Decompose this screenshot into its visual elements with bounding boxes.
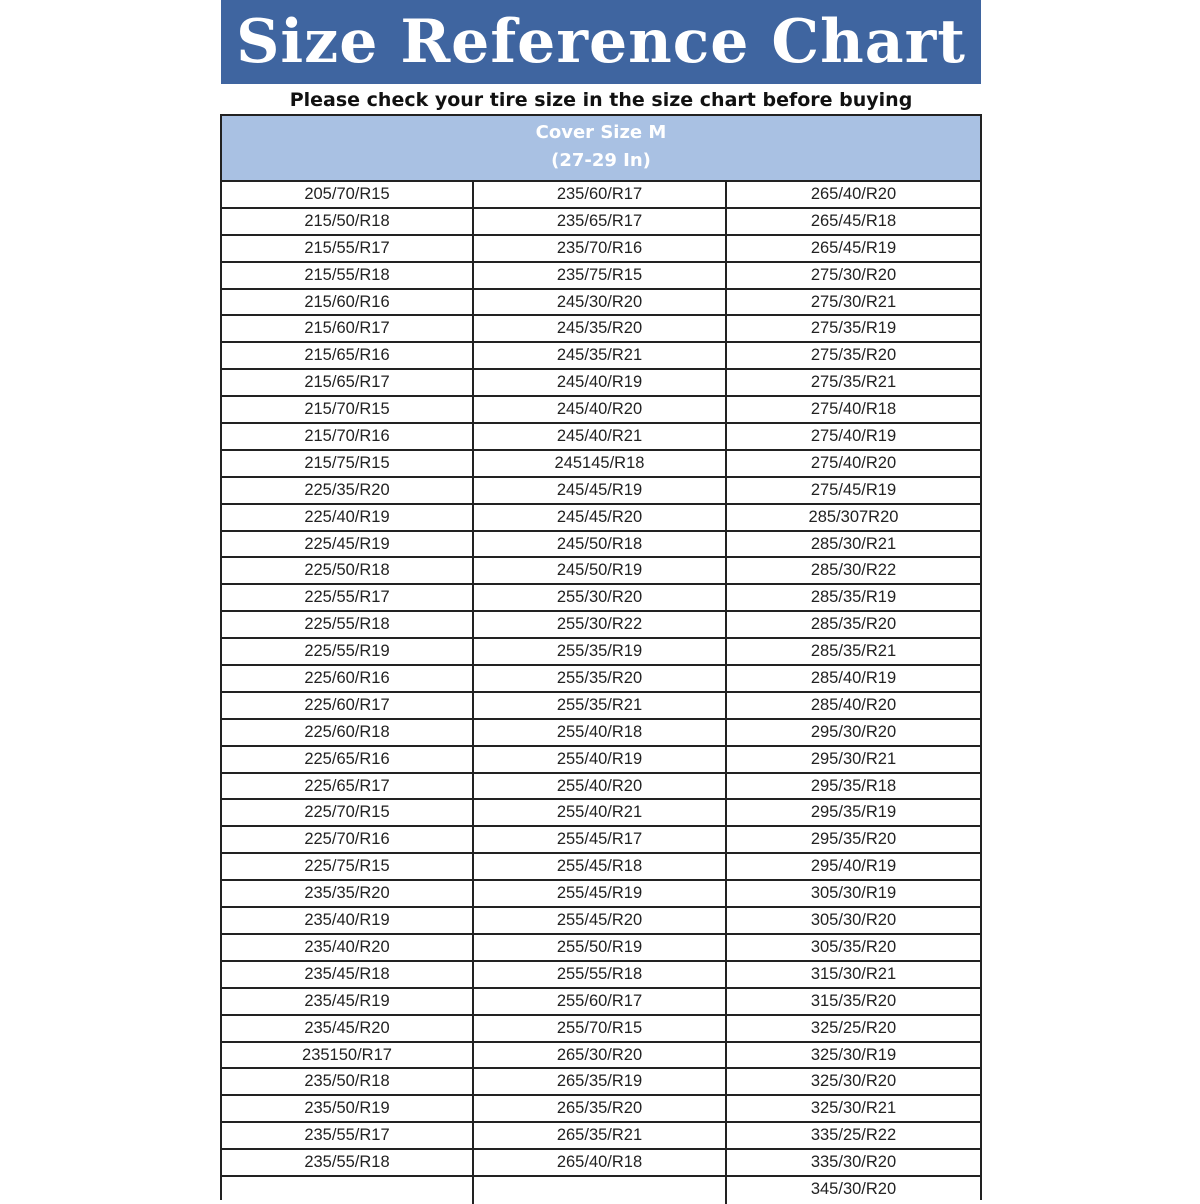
tire-size-cell: 335/30/R20 <box>727 1150 980 1177</box>
tire-size-cell: 225/60/R16 <box>222 666 474 693</box>
tire-size-cell: 265/40/R18 <box>474 1150 727 1177</box>
tire-size-cell: 285/30/R21 <box>727 532 980 559</box>
subtitle-note: Please check your tire size in the size chart before buying <box>289 89 913 111</box>
tire-size-cell: 245/45/R20 <box>474 505 727 532</box>
cover-size-title: Cover Size M <box>535 122 667 143</box>
tire-size-cell: 235/35/R20 <box>222 881 474 908</box>
size-grid <box>222 182 980 1204</box>
tire-size-cell: 285/307R20 <box>727 505 980 532</box>
tire-size-cell: 235/50/R19 <box>222 1096 474 1123</box>
tire-size-cell: 215/75/R15 <box>222 451 474 478</box>
tire-size-cell: 285/40/R19 <box>727 666 980 693</box>
tire-size-cell: 225/75/R15 <box>222 854 474 881</box>
tire-size-cell: 225/70/R16 <box>222 827 474 854</box>
tire-size-cell: 215/70/R15 <box>222 397 474 424</box>
size-chart-table <box>220 114 982 1200</box>
tire-size-cell: 265/40/R20 <box>727 182 980 209</box>
cover-size-range: (27-29 In) <box>551 150 651 171</box>
tire-size-cell: 285/35/R21 <box>727 639 980 666</box>
tire-size-cell: 315/30/R21 <box>727 962 980 989</box>
tire-size-cell: 275/30/R20 <box>727 263 980 290</box>
tire-size-cell: 235/40/R20 <box>222 935 474 962</box>
tire-size-cell: 225/40/R19 <box>222 505 474 532</box>
tire-size-cell: 295/40/R19 <box>727 854 980 881</box>
tire-size-cell: 255/40/R19 <box>474 747 727 774</box>
tire-size-cell: 265/35/R19 <box>474 1069 727 1096</box>
tire-size-cell: 225/60/R17 <box>222 693 474 720</box>
tire-size-cell: 265/45/R18 <box>727 209 980 236</box>
tire-size-cell: 255/55/R18 <box>474 962 727 989</box>
tire-size-cell: 235/60/R17 <box>474 182 727 209</box>
tire-size-cell: 305/35/R20 <box>727 935 980 962</box>
tire-size-cell: 245/35/R20 <box>474 316 727 343</box>
tire-size-cell: 275/30/R21 <box>727 290 980 317</box>
tire-size-cell: 225/35/R20 <box>222 478 474 505</box>
tire-size-cell: 235/70/R16 <box>474 236 727 263</box>
tire-size-cell: 215/60/R16 <box>222 290 474 317</box>
tire-size-cell: 255/45/R19 <box>474 881 727 908</box>
tire-size-cell: 225/45/R19 <box>222 532 474 559</box>
tire-size-cell: 245/50/R18 <box>474 532 727 559</box>
tire-size-cell: 235/45/R19 <box>222 989 474 1016</box>
tire-size-cell: 255/30/R22 <box>474 612 727 639</box>
tire-size-cell: 215/55/R18 <box>222 263 474 290</box>
tire-size-cell: 305/30/R20 <box>727 908 980 935</box>
tire-size-cell: 225/60/R18 <box>222 720 474 747</box>
tire-size-cell: 305/30/R19 <box>727 881 980 908</box>
tire-size-cell: 295/30/R21 <box>727 747 980 774</box>
tire-size-cell: 225/50/R18 <box>222 558 474 585</box>
tire-size-cell: 255/60/R17 <box>474 989 727 1016</box>
tire-size-cell: 245/45/R19 <box>474 478 727 505</box>
tire-size-cell: 255/30/R20 <box>474 585 727 612</box>
tire-size-cell: 215/55/R17 <box>222 236 474 263</box>
tire-size-cell: 275/40/R19 <box>727 424 980 451</box>
tire-size-cell: 225/55/R19 <box>222 639 474 666</box>
tire-size-cell: 235/55/R17 <box>222 1123 474 1150</box>
tire-size-cell: 325/25/R20 <box>727 1016 980 1043</box>
tire-size-cell: 225/55/R18 <box>222 612 474 639</box>
tire-size-cell: 275/35/R21 <box>727 370 980 397</box>
tire-size-cell: 225/65/R17 <box>222 774 474 801</box>
tire-size-cell: 255/35/R21 <box>474 693 727 720</box>
tire-size-cell: 255/40/R21 <box>474 800 727 827</box>
tire-size-cell: 245/30/R20 <box>474 290 727 317</box>
tire-size-cell: 325/30/R21 <box>727 1096 980 1123</box>
tire-size-cell: 255/50/R19 <box>474 935 727 962</box>
tire-size-cell: 225/70/R15 <box>222 800 474 827</box>
tire-size-cell: 245/40/R20 <box>474 397 727 424</box>
tire-size-cell: 295/35/R18 <box>727 774 980 801</box>
tire-size-cell: 225/55/R17 <box>222 585 474 612</box>
tire-size-cell: 245/50/R19 <box>474 558 727 585</box>
tire-size-cell: 275/35/R20 <box>727 343 980 370</box>
page-title: Size Reference Chart <box>236 7 966 77</box>
tire-size-cell: 285/40/R20 <box>727 693 980 720</box>
tire-size-cell: 255/35/R20 <box>474 666 727 693</box>
tire-size-cell: 345/30/R20 <box>810 1179 897 1198</box>
tire-size-cell: 275/35/R19 <box>727 316 980 343</box>
tire-size-cell: 245/40/R21 <box>474 424 727 451</box>
tire-size-cell: 255/45/R20 <box>474 908 727 935</box>
tire-size-cell: 255/40/R18 <box>474 720 727 747</box>
tire-size-cell: 235/40/R19 <box>222 908 474 935</box>
tire-size-cell: 235/45/R20 <box>222 1016 474 1043</box>
tire-size-cell: 235150/R17 <box>222 1043 474 1070</box>
cover-size-header <box>222 116 980 182</box>
tire-size-cell: 315/35/R20 <box>727 989 980 1016</box>
tire-size-cell: 265/35/R20 <box>474 1096 727 1123</box>
tire-size-cell: 275/40/R18 <box>727 397 980 424</box>
tire-size-cell: 245145/R18 <box>474 451 727 478</box>
tire-size-cell: 265/35/R21 <box>474 1123 727 1150</box>
tire-size-cell: 295/35/R19 <box>727 800 980 827</box>
tire-size-cell: 295/35/R20 <box>727 827 980 854</box>
tire-size-cell: 245/35/R21 <box>474 343 727 370</box>
tire-size-cell: 235/55/R18 <box>222 1150 474 1177</box>
tire-size-cell: 215/65/R16 <box>222 343 474 370</box>
tire-size-cell: 245/40/R19 <box>474 370 727 397</box>
tire-size-cell: 225/65/R16 <box>222 747 474 774</box>
tire-size-cell: 275/45/R19 <box>727 478 980 505</box>
tire-size-cell: 325/30/R20 <box>727 1069 980 1096</box>
tire-size-cell: 255/70/R15 <box>474 1016 727 1043</box>
tire-size-cell: 265/30/R20 <box>474 1043 727 1070</box>
tire-size-cell: 335/25/R22 <box>727 1123 980 1150</box>
tire-size-cell: 275/40/R20 <box>727 451 980 478</box>
tire-size-cell: 285/30/R22 <box>727 558 980 585</box>
tire-size-cell: 285/35/R19 <box>727 585 980 612</box>
tire-size-cell: 255/45/R17 <box>474 827 727 854</box>
tire-size-cell: 235/50/R18 <box>222 1069 474 1096</box>
tire-size-cell: 255/45/R18 <box>474 854 727 881</box>
tire-size-cell: 215/65/R17 <box>222 370 474 397</box>
tire-size-cell: 255/35/R19 <box>474 639 727 666</box>
tire-size-cell: 215/50/R18 <box>222 209 474 236</box>
title-banner <box>221 0 981 84</box>
tire-size-cell: 295/30/R20 <box>727 720 980 747</box>
tire-size-cell: 325/30/R19 <box>727 1043 980 1070</box>
tire-size-cell: 235/65/R17 <box>474 209 727 236</box>
tire-size-cell: 215/70/R16 <box>222 424 474 451</box>
tire-size-cell: 285/35/R20 <box>727 612 980 639</box>
tire-size-cell: 205/70/R15 <box>222 182 474 209</box>
tire-size-cell: 235/45/R18 <box>222 962 474 989</box>
tire-size-cell: 255/40/R20 <box>474 774 727 801</box>
tire-size-cell: 235/75/R15 <box>474 263 727 290</box>
tire-size-cell: 265/45/R19 <box>727 236 980 263</box>
tire-size-cell: 215/60/R17 <box>222 316 474 343</box>
